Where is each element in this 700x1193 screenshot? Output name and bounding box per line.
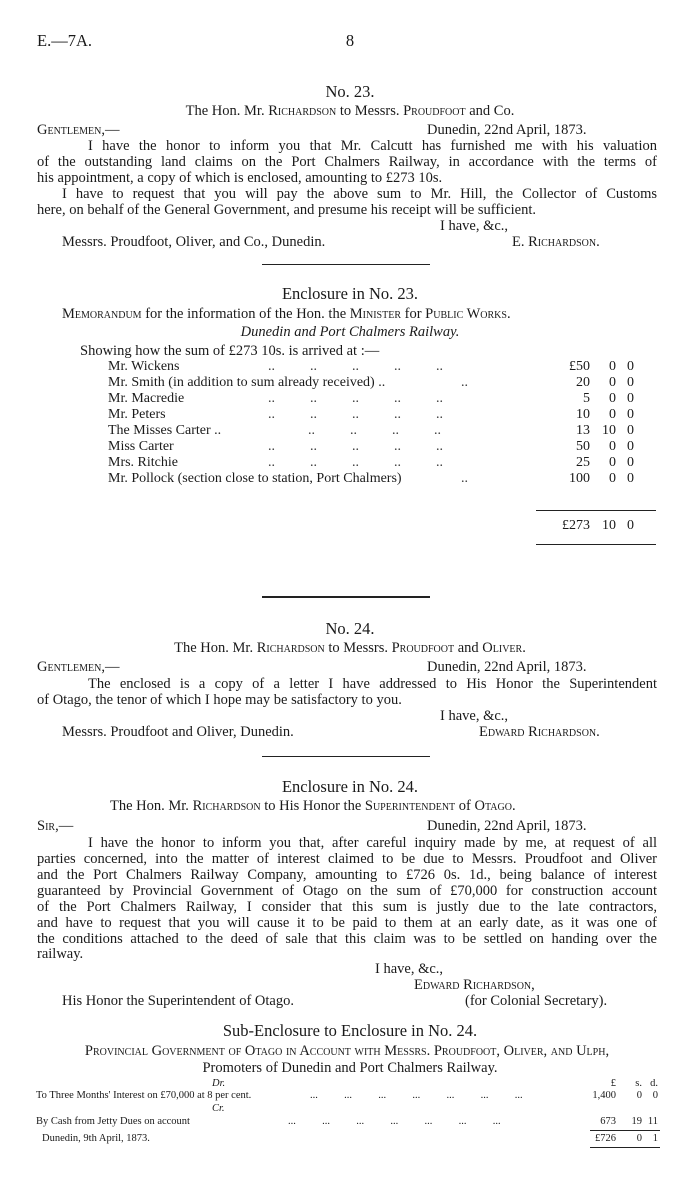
item-name: Miss Carter [108, 439, 174, 454]
memorandum-item [108, 359, 668, 375]
item-shillings: 10 [602, 423, 616, 438]
balance-pounds: £726 [595, 1133, 616, 1144]
credit-row [36, 1115, 662, 1128]
place-date: Dunedin, 22nd April, 1873. [427, 818, 587, 834]
signature-note: (for Colonial Secretary). [465, 993, 608, 1009]
item-shillings: 0 [609, 439, 616, 454]
item-shillings: 0 [609, 471, 616, 486]
item-pounds: 10 [576, 407, 590, 422]
item-pence: 0 [627, 423, 634, 438]
item-shillings: 0 [609, 375, 616, 390]
item-pence: 0 [627, 375, 634, 390]
item-pence: 0 [627, 471, 634, 486]
leader-dots: .. .. .. .. .. [268, 439, 443, 454]
paragraph-line: guaranteed by Provincial Government of Otago on the sum of £70,000 for construction account [37, 883, 657, 899]
divider [262, 756, 430, 757]
divider [262, 264, 430, 265]
item-name: Mr. Peters [108, 407, 166, 422]
salutation: Gentlemen,— [37, 122, 120, 138]
item-name: Mr. Smith (in addition to sum already received) .. [108, 375, 386, 390]
item-shillings: 0 [609, 407, 616, 422]
leader-dots: ... ... ... ... ... ... ... [288, 1116, 501, 1127]
place-date: Dunedin, 22nd April, 1873. [427, 659, 587, 675]
document-ref: E.—7A. [37, 31, 92, 50]
leader-dots: ... ... ... ... ... ... ... [310, 1090, 523, 1101]
paragraph-line: of Otago, the tenor of which I hope may be satisfactory to you. [37, 692, 402, 708]
item-pence: 0 [627, 407, 634, 422]
paragraph-line: his appointment, a copy of which is enclosed, amounting to £273 10s. [37, 170, 443, 186]
col-pounds: £ [610, 1078, 616, 1089]
letter-heading: The Hon. Mr. Richardson to Messrs. Proudfoot and Oliver. [174, 640, 526, 656]
item-shillings: 0 [609, 391, 616, 406]
item-name: Mr. Macredie [108, 391, 185, 406]
credit-label: Cr. [212, 1103, 225, 1114]
item-pounds: £50 [569, 359, 590, 374]
item-pence: 0 [627, 359, 634, 374]
total-rule [536, 544, 656, 545]
signature: Edward Richardson, [414, 977, 535, 993]
paragraph-line: The enclosed is a copy of a letter I have addressed to His Honor the Superintendent [88, 676, 657, 692]
debit-pence: 0 [652, 1090, 658, 1101]
total-row [108, 518, 668, 534]
item-name: The Misses Carter .. [108, 423, 222, 438]
item-pounds: 100 [569, 471, 590, 486]
account-date: Dunedin, 9th April, 1873. [42, 1133, 150, 1144]
paragraph-line: and have to request that you will cause it to be paid to them at an early date, as it was one of [37, 915, 657, 931]
debit-row [36, 1089, 662, 1102]
memorandum-item [108, 455, 668, 471]
total-pounds: £273 [562, 518, 590, 533]
memorandum-heading: Memorandum for the information of the Hon. the Minister for Public Works. [62, 306, 511, 322]
divider [262, 596, 430, 598]
item-name: Mr. Pollock (section close to station, Port Chalmers) [108, 471, 402, 486]
enclosure-title: Enclosure in No. 24. [281, 777, 419, 796]
leader-dots: .. .. .. .. .. [268, 407, 443, 422]
memorandum-intro: Showing how the sum of £273 10s. is arrived at :— [80, 343, 380, 359]
item-shillings: 0 [609, 359, 616, 374]
paragraph-line: I have to request that you will pay the above sum to Mr. Hill, the Collector of Customs [62, 186, 657, 202]
debit-pounds: 1,400 [592, 1090, 616, 1101]
total-pence: 0 [627, 518, 634, 533]
balance-rule [590, 1130, 660, 1131]
place-date: Dunedin, 22nd April, 1873. [427, 122, 587, 138]
credit-label-row [36, 1102, 662, 1115]
salutation: Gentlemen,— [37, 659, 120, 675]
leader-dots: .. .. .. .. .. [268, 359, 443, 374]
col-pence: d. [650, 1078, 658, 1089]
memorandum-item [108, 375, 668, 391]
item-pounds: 25 [576, 455, 590, 470]
item-pence: 0 [627, 455, 634, 470]
page-number: 8 [345, 31, 355, 50]
leader-dots: .. [461, 471, 468, 486]
balance-shillings: 0 [636, 1133, 642, 1144]
addressee: Messrs. Proudfoot, Oliver, and Co., Dunedin. [62, 234, 326, 250]
item-pence: 0 [627, 439, 634, 454]
memorandum-subtitle: Dunedin and Port Chalmers Railway. [240, 324, 460, 340]
memorandum-item [108, 423, 668, 439]
leader-dots: .. .. .. .. .. [268, 455, 443, 470]
paragraph-line: of the outstanding land claims on the Port Chalmers Railway, in accordance with the terms of [37, 154, 657, 170]
balance-rule [590, 1147, 660, 1148]
credit-shillings: 19 [631, 1116, 642, 1127]
item-shillings: 0 [609, 455, 616, 470]
memorandum-item [108, 439, 668, 455]
memorandum-item [108, 391, 668, 407]
credit-pence: 11 [647, 1116, 658, 1127]
memorandum-item [108, 471, 668, 487]
sub-enclosure-title: Sub-Enclosure to Enclosure in No. 24. [222, 1021, 478, 1040]
balance-pence: 1 [652, 1133, 658, 1144]
item-name: Mrs. Ritchie [108, 455, 178, 470]
account-heading: Provincial Government of Otago in Account with Messrs. Proudfoot, Oliver, and Ulph, [84, 1043, 610, 1059]
col-shillings: s. [635, 1078, 642, 1089]
item-pounds: 13 [576, 423, 590, 438]
closing: I have, &c., [375, 961, 444, 977]
enclosure-title: Enclosure in No. 23. [281, 284, 419, 303]
credit-description: By Cash from Jetty Dues on account [36, 1116, 190, 1127]
item-pounds: 50 [576, 439, 590, 454]
memorandum-item [108, 407, 668, 423]
paragraph-line: I have the honor to inform you that, after careful inquiry made by me, at request of all [88, 835, 657, 851]
total-rule [536, 510, 656, 511]
item-pounds: 5 [583, 391, 590, 406]
item-pounds: 20 [576, 375, 590, 390]
letter-number: No. 23. [325, 82, 375, 101]
account-heading-2: Promoters of Dunedin and Port Chalmers Railway. [202, 1060, 498, 1076]
item-pence: 0 [627, 391, 634, 406]
closing: I have, &c., [440, 708, 509, 724]
debit-description: To Three Months' Interest on £70,000 at 8 per cent. [36, 1090, 252, 1101]
paragraph-line: parties concerned, into the matter of interest claimed to be due to Messrs. Proudfoot and Oliver [37, 851, 657, 867]
credit-pounds: 673 [600, 1116, 616, 1127]
item-name: Mr. Wickens [108, 359, 180, 374]
total-shillings: 10 [602, 518, 616, 533]
paragraph-line: the conditions attached to the deed of sale that this claim was to be settled on handing over the [37, 931, 657, 947]
paragraph-line: and the Port Chalmers Railway Company, amounting to £726 0s. 1d., being balance of interest [37, 867, 657, 883]
debit-label: Dr. [212, 1078, 226, 1089]
leader-dots: .. .. .. .. .. [268, 391, 443, 406]
signature: E. Richardson. [512, 234, 600, 250]
letter-heading: The Hon. Mr. Richardson to His Honor the Superintendent of Otago. [110, 798, 516, 814]
addressee: His Honor the Superintendent of Otago. [62, 993, 294, 1009]
balance-row [36, 1132, 662, 1145]
paragraph-line: here, on behalf of the General Government, and presume his receipt will be sufficient. [37, 202, 536, 218]
debit-shillings: 0 [636, 1090, 642, 1101]
signature: Edward Richardson. [479, 724, 600, 740]
paragraph-line: of the Port Chalmers Railway, I consider that this sum is justly due to the late contractors, [37, 899, 657, 915]
leader-dots: .. .. .. .. [308, 423, 441, 438]
salutation: Sir,— [37, 818, 74, 834]
letter-heading: The Hon. Mr. Richardson to Messrs. Proudfoot and Co. [185, 103, 515, 119]
closing: I have, &c., [440, 218, 509, 234]
addressee: Messrs. Proudfoot and Oliver, Dunedin. [62, 724, 294, 740]
paragraph-line: railway. [37, 946, 84, 962]
letter-number: No. 24. [325, 619, 375, 638]
paragraph-line: I have the honor to inform you that Mr. Calcutt has furnished me with his valuation [88, 138, 657, 154]
leader-dots: .. [461, 375, 468, 390]
